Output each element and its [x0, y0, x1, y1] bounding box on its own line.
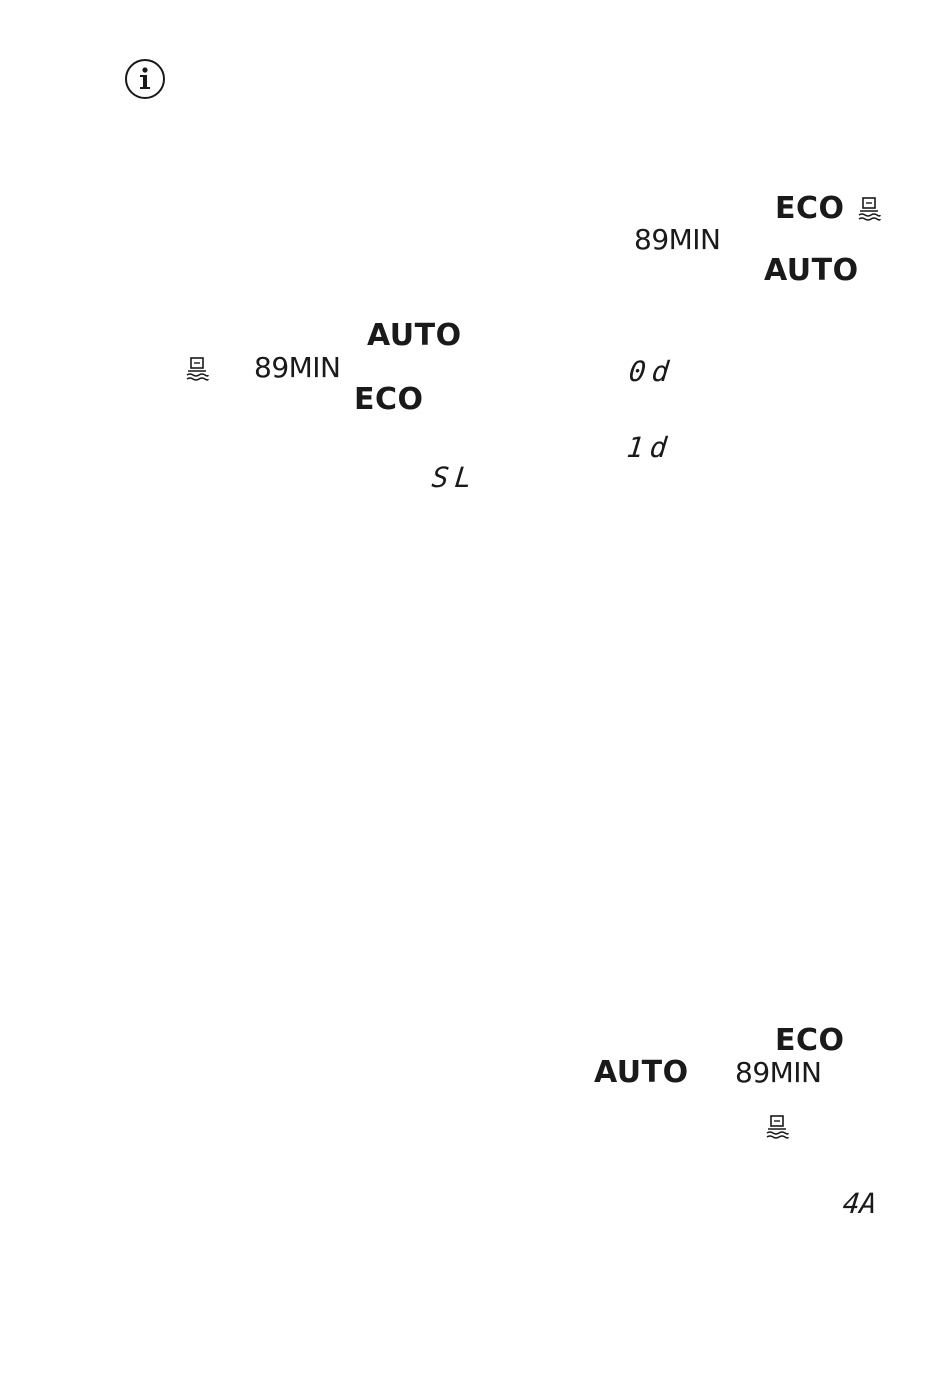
duration-label: 89MIN [254, 351, 341, 384]
auto-label: AUTO [594, 1055, 689, 1090]
rinse-icon [184, 356, 210, 382]
duration-label: 89MIN [634, 223, 721, 256]
duration-label: 89MIN [735, 1056, 822, 1089]
display-code: SL [430, 461, 480, 494]
display-code: 1d [625, 431, 675, 464]
rinse-icon [764, 1114, 790, 1140]
eco-label: ECO [775, 1023, 845, 1058]
display-code: 0d [627, 355, 677, 388]
auto-label: AUTO [764, 253, 859, 288]
eco-label: ECO [354, 382, 424, 417]
display-code: 4A [841, 1187, 879, 1220]
eco-label: ECO [775, 191, 845, 226]
info-icon [124, 58, 166, 100]
auto-label: AUTO [367, 318, 462, 353]
rinse-icon [856, 196, 882, 222]
